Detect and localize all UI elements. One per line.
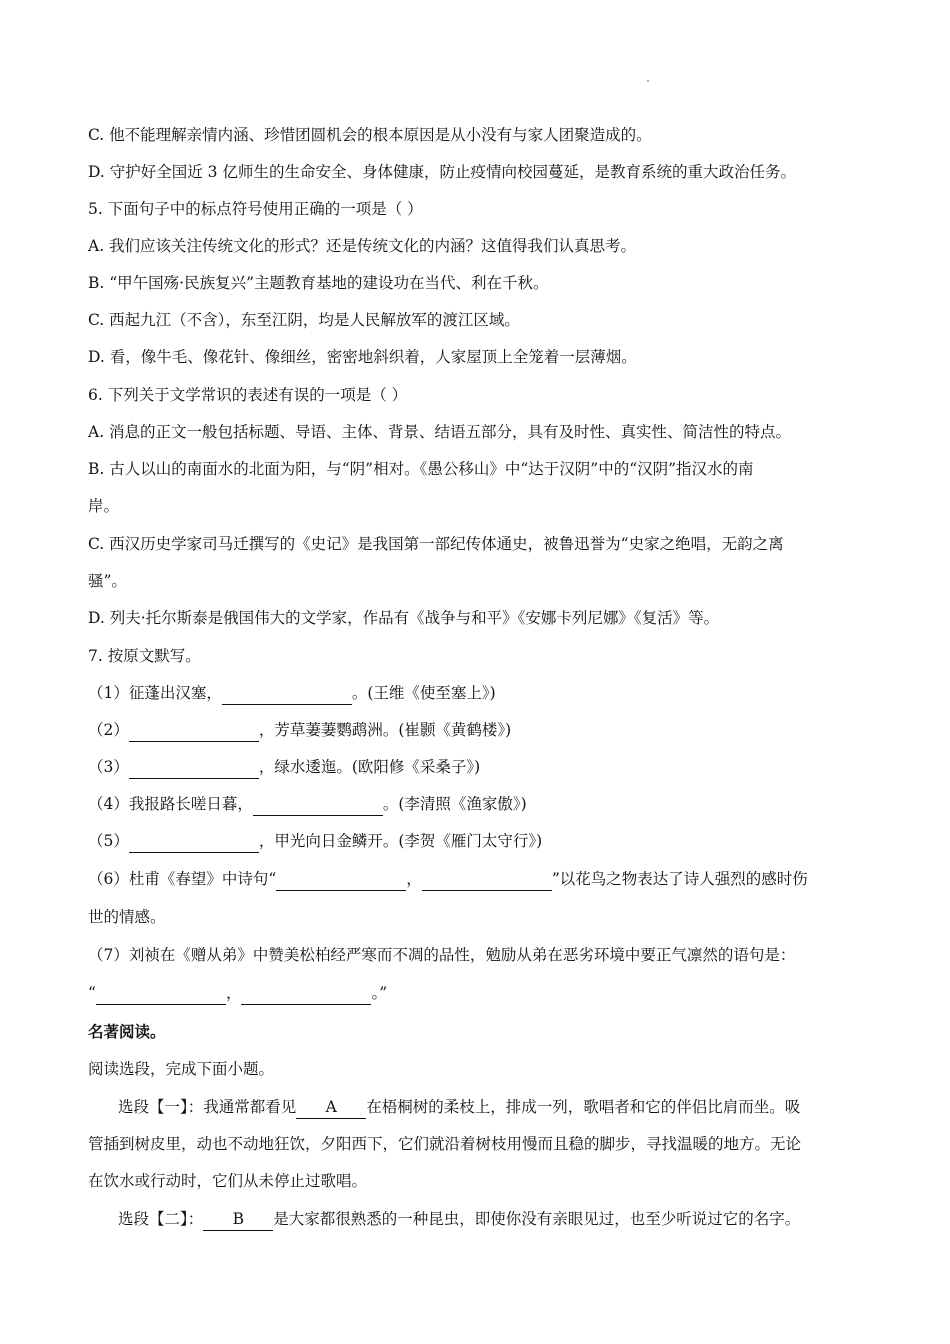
q7-item-5-prefix: （5） bbox=[88, 832, 129, 850]
q7-item-3-prefix: （3） bbox=[88, 758, 129, 776]
section-title: 名著阅读。 bbox=[88, 1023, 166, 1041]
q7-item-2 bbox=[88, 719, 868, 742]
q7-item-5-suffix: ，甲光向日金鳞开。(李贺《雁门太守行》) bbox=[258, 832, 543, 850]
q7-item-6-blank-1[interactable] bbox=[276, 868, 406, 891]
q7-stem: 7. 按原文默写。 bbox=[88, 647, 201, 665]
q6-option-c-line1: C. 西汉历史学家司马迁撰写的《史记》是我国第一部纪传体通史，被鲁迅誉为“史家之绝唱，无韵之离 bbox=[88, 535, 784, 553]
passage-2-suffix: 是大家都很熟悉的一种昆虫，即使你没有亲眼见过，也至少听说过它的名字。 bbox=[273, 1210, 801, 1228]
passage-1-line3: 在饮水或行动时，它们从未停止过歌唱。 bbox=[88, 1172, 368, 1190]
q4-option-d: D. 守护好全国近 3 亿师生的生命安全、身体健康，防止疫情向校园蔓延，是教育系统的重大政治任务。 bbox=[88, 163, 796, 181]
q4-option-c: C. 他不能理解亲情内涵、珍惜团圆机会的根本原因是从小没有与家人团聚造成的。 bbox=[88, 126, 652, 144]
q7-item-7-open-quote: “ bbox=[88, 984, 96, 1002]
q6-stem: 6. 下列关于文学常识的表述有误的一项是（ ） bbox=[88, 386, 408, 404]
section-intro: 阅读选段，完成下面小题。 bbox=[88, 1060, 275, 1078]
q7-item-7-close: 。” bbox=[371, 984, 388, 1002]
q6-option-d: D. 列夫·托尔斯泰是俄国伟大的文学家，作品有《战争与和平》《安娜卡列尼娜》《复活》等。 bbox=[88, 609, 720, 627]
q7-item-1 bbox=[88, 682, 868, 705]
q7-item-2-suffix: ，芳草萋萋鹦鹉洲。(崔颢《黄鹤楼》) bbox=[258, 721, 512, 739]
q7-item-6 bbox=[88, 868, 868, 891]
q7-item-1-suffix: 。(王维《使至塞上》) bbox=[351, 684, 496, 702]
q5-option-b: B. “甲午国殇·民族复兴”主题教育基地的建设功在当代、利在千秋。 bbox=[88, 274, 549, 292]
q7-item-6-suffix: ”以花鸟之物表达了诗人强烈的感时伤 bbox=[551, 870, 808, 888]
q7-item-3 bbox=[88, 756, 868, 779]
passage-1-line1 bbox=[118, 1096, 898, 1119]
q6-option-b-line2: 岸。 bbox=[88, 497, 120, 515]
q6-option-a: A. 消息的正文一般包括标题、导语、主体、背景、结语五部分，具有及时性、真实性、简洁性的特点。 bbox=[88, 423, 792, 441]
passage-1-line2: 管插到树皮里，动也不动地狂饮，夕阳西下，它们就沿着树枝用慢而且稳的脚步，寻找温暖的地方。无论 bbox=[88, 1135, 802, 1153]
q7-item-7-blank-1[interactable] bbox=[96, 982, 226, 1005]
q7-item-7-comma: ， bbox=[225, 984, 242, 1002]
q5-stem: 5. 下面句子中的标点符号使用正确的一项是（ ） bbox=[88, 200, 423, 218]
q7-item-6-prefix: （6）杜甫《春望》中诗句“ bbox=[88, 870, 277, 888]
q7-item-4-prefix: （4）我报路长嗟日暮， bbox=[88, 795, 253, 813]
q7-item-4 bbox=[88, 793, 868, 816]
q7-item-3-suffix: ，绿水逶迤。(欧阳修《采桑子》) bbox=[258, 758, 481, 776]
page-marker-dot bbox=[647, 80, 649, 82]
q7-item-7-answer bbox=[88, 982, 868, 1005]
q7-item-3-blank[interactable] bbox=[129, 756, 259, 779]
passage-2-line1 bbox=[118, 1208, 898, 1231]
q7-item-6-comma: ， bbox=[406, 870, 422, 888]
q7-item-1-prefix: （1）征蓬出汉塞， bbox=[88, 684, 222, 702]
q5-option-d: D. 看，像牛毛、像花针、像细丝，密密地斜织着，人家屋顶上全笼着一层薄烟。 bbox=[88, 348, 637, 366]
q7-item-1-blank[interactable] bbox=[222, 682, 352, 705]
q6-option-c-line2: 骚”。 bbox=[88, 572, 127, 590]
q5-option-a: A. 我们应该关注传统文化的形式？还是传统文化的内涵？这值得我们认真思考。 bbox=[88, 237, 637, 255]
q7-item-6-continuation: 世的情感。 bbox=[88, 908, 166, 926]
passage-1-blank-a: A bbox=[296, 1096, 366, 1119]
q7-item-7: （7）刘祯在《赠从弟》中赞美松柏经严寒而不凋的品性，勉励从弟在恶劣环境中要正气凛然的语句是： bbox=[88, 946, 796, 964]
q6-option-b-line1: B. 古人以山的南面水的北面为阳，与“阴”相对。《愚公移山》中“达于汉阴”中的“汉阴”指汉水的南 bbox=[88, 460, 754, 478]
q7-item-6-blank-2[interactable] bbox=[422, 868, 552, 891]
passage-1-prefix: 选段【一】：我通常都看见 bbox=[118, 1098, 297, 1116]
q5-option-c: C. 西起九江（不含），东至江阴，均是人民解放军的渡江区域。 bbox=[88, 311, 520, 329]
passage-2-prefix: 选段【二】： bbox=[118, 1210, 204, 1228]
q7-item-2-prefix: （2） bbox=[88, 721, 129, 739]
passage-2-blank-b: B bbox=[203, 1208, 273, 1231]
q7-item-4-blank[interactable] bbox=[253, 793, 383, 816]
q7-item-2-blank[interactable] bbox=[129, 719, 259, 742]
q7-item-5 bbox=[88, 830, 868, 853]
q7-item-5-blank[interactable] bbox=[129, 830, 259, 853]
passage-1-suffix: 在梧桐树的柔枝上，排成一列，歌唱者和它的伴侣比肩而坐。吸 bbox=[366, 1098, 801, 1116]
q7-item-7-blank-2[interactable] bbox=[241, 982, 371, 1005]
q7-item-4-suffix: 。(李清照《渔家傲》) bbox=[382, 795, 527, 813]
